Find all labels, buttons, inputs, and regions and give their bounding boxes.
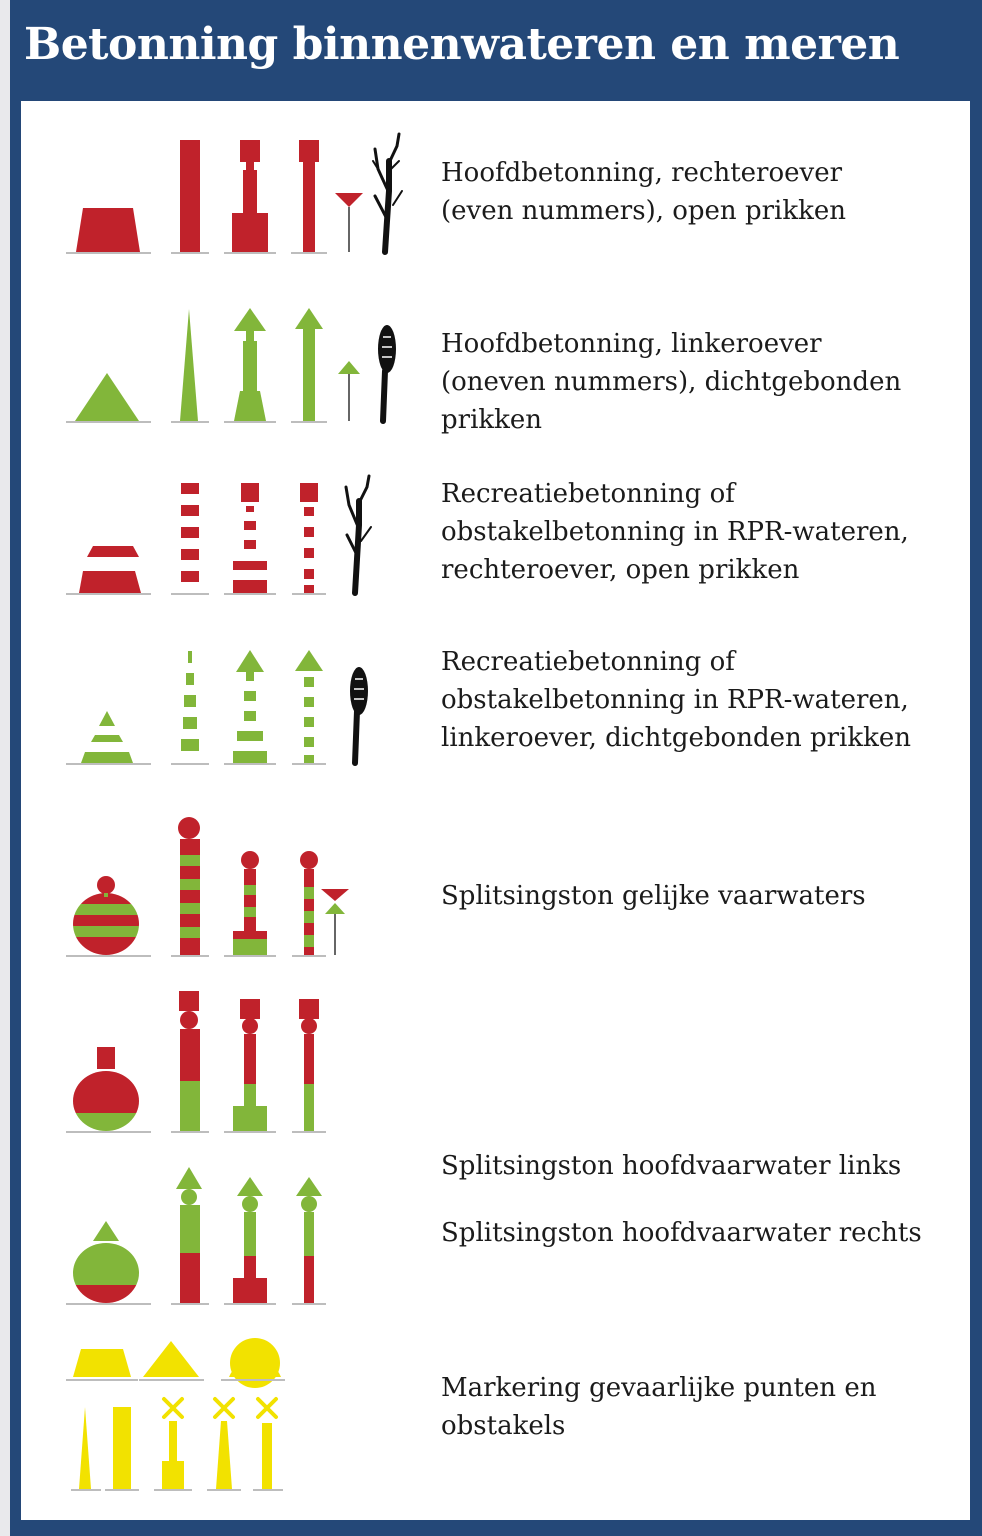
label-line: rechteroever, open prikken	[441, 555, 800, 585]
label-line: Hoofdbetonning, linkeroever	[441, 329, 822, 359]
label-line: Splitsingston hoofdvaarwater links	[441, 1151, 902, 1181]
red-beacon-topmark-icon	[224, 140, 276, 254]
label-recreation-right	[441, 475, 951, 589]
yellow-cross-beacon-icon	[154, 1399, 192, 1491]
label-danger	[441, 1369, 951, 1445]
yellow-cone-buoy-icon	[139, 1341, 204, 1381]
label-line: (oneven nummers), dichtgebonden	[441, 367, 902, 397]
red-over-green-sphere-buoy-icon	[66, 1047, 151, 1133]
green-over-red-spar-icon	[171, 1167, 209, 1305]
label-line: (even nummers), open prikken	[441, 196, 846, 226]
symbols-main-right	[21, 101, 421, 271]
legend-frame	[10, 0, 982, 1536]
red-pole-topmark-icon	[291, 140, 327, 254]
symbols-split-left	[21, 961, 421, 1133]
symbols-recreation-right	[21, 443, 421, 611]
green-tapered-spar-icon	[171, 309, 209, 423]
red-over-green-pole-icon	[292, 999, 326, 1133]
red-striped-beacon-icon	[224, 483, 276, 595]
label-line: obstakels	[441, 1411, 566, 1441]
label-line: Splitsingston gelijke vaarwaters	[441, 881, 866, 911]
red-green-striped-beacon-icon	[224, 851, 276, 957]
label-split-right	[441, 1214, 951, 1252]
small-green-stake-icon	[338, 361, 360, 421]
legend-row-split-equal	[21, 781, 970, 961]
legend-row-split-left	[21, 961, 970, 1181]
closed-broom-marker-icon	[378, 325, 396, 421]
legend-row-split-right	[21, 1133, 970, 1311]
symbols-recreation-left	[21, 611, 421, 781]
green-striped-pole-icon	[292, 650, 326, 765]
red-spar-icon	[171, 140, 209, 254]
green-over-red-beacon-icon	[224, 1177, 276, 1305]
page-title: Betonning binnenwateren en meren	[24, 19, 900, 70]
legend-row-recreation-right	[21, 443, 970, 611]
label-recreation-left	[441, 643, 951, 757]
yellow-cross-pole-icon	[253, 1399, 283, 1491]
yellow-spar-icon	[105, 1407, 139, 1491]
label-line: obstakelbetonning in RPR-wateren,	[441, 685, 909, 715]
legend-row-main-right	[21, 101, 970, 271]
symbols-split-right	[21, 1133, 421, 1311]
green-cone-buoy-icon	[66, 373, 151, 423]
red-over-green-beacon-icon	[224, 999, 276, 1133]
red-green-striped-spar-icon	[171, 817, 209, 957]
legend-row-danger	[21, 1311, 970, 1511]
symbols-split-equal	[21, 781, 421, 961]
yellow-sphere-buoy-icon	[221, 1338, 285, 1388]
label-line: obstakelbetonning in RPR-wateren,	[441, 517, 909, 547]
red-green-striped-pole-icon	[292, 851, 326, 957]
legend-row-main-left	[21, 271, 970, 443]
red-striped-spar-icon	[171, 483, 209, 595]
red-buoy-icon	[66, 208, 151, 254]
yellow-can-buoy-icon	[66, 1349, 138, 1381]
red-striped-pole-icon	[292, 483, 326, 595]
green-over-red-pole-icon	[292, 1177, 326, 1305]
label-line: Recreatiebetonning of	[441, 479, 735, 509]
label-line: Splitsingston hoofdvaarwater rechts	[441, 1218, 922, 1248]
label-line: prikken	[441, 405, 543, 435]
yellow-cross-tapered-beacon-icon	[207, 1399, 241, 1491]
green-over-red-sphere-buoy-icon	[66, 1221, 151, 1307]
red-striped-buoy-icon	[66, 546, 151, 595]
green-beacon-topmark-icon	[224, 308, 276, 423]
green-pole-topmark-icon	[291, 308, 327, 423]
label-split-equal	[441, 877, 951, 915]
symbols-danger	[21, 1311, 421, 1511]
legend-panel	[21, 101, 970, 1520]
small-red-stake-icon	[335, 193, 363, 252]
closed-broom-marker-icon	[350, 667, 368, 763]
green-striped-spar-icon	[171, 651, 209, 765]
open-branch-marker-icon	[373, 134, 402, 252]
symbols-main-left	[21, 271, 421, 443]
green-striped-cone-icon	[66, 711, 151, 765]
label-main-left	[441, 325, 951, 439]
label-line: Recreatiebetonning of	[441, 647, 735, 677]
green-striped-beacon-icon	[224, 650, 276, 765]
red-green-sphere-buoy-icon	[66, 876, 151, 957]
yellow-tapered-spar-icon	[71, 1407, 101, 1491]
open-branch-marker-icon	[346, 476, 371, 593]
red-over-green-spar-icon	[171, 991, 209, 1133]
small-red-green-stake-icon	[321, 889, 349, 955]
label-main-right	[441, 154, 951, 230]
label-line: Hoofdbetonning, rechteroever	[441, 158, 843, 188]
legend-row-recreation-left	[21, 611, 970, 781]
label-line: linkeroever, dichtgebonden prikken	[441, 723, 912, 753]
label-line: Markering gevaarlijke punten en	[441, 1373, 877, 1403]
